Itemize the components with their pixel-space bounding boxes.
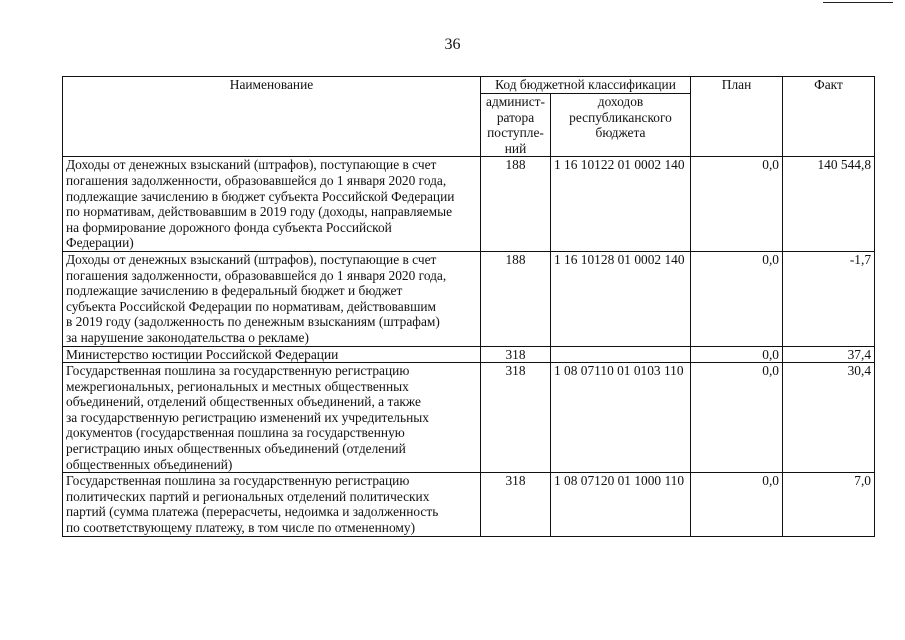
row-name-line: субъекта Российской Федерации по нормативам, действовавшим (66, 298, 437, 314)
admin-header-line: ний (504, 140, 527, 156)
row-admin-code: 318 (481, 346, 551, 363)
table-row (63, 363, 875, 473)
row-name-line: общественных объединений) (66, 456, 233, 472)
admin-header-line: ратора (496, 109, 535, 125)
row-plan-value: 0,0 (691, 473, 783, 536)
row-name-line: Государственная пошлина за государственную регистрацию (66, 473, 410, 489)
row-name-line: Доходы от денежных взысканий (штрафов), поступающие в счет (66, 251, 437, 267)
row-fact-value: 140 544,8 (783, 157, 875, 252)
row-plan-value: 0,0 (691, 346, 783, 363)
table-row (63, 251, 875, 346)
row-name-cell (63, 346, 481, 363)
row-income-code: 1 16 10128 01 0002 140 (551, 251, 691, 346)
row-admin-code: 318 (481, 363, 551, 473)
table-row (63, 473, 875, 536)
row-name-line: Государственная пошлина за государственную регистрацию (66, 363, 410, 379)
admin-header-line: поступле- (487, 125, 544, 141)
page-number: 36 (444, 36, 461, 53)
row-admin-code: 188 (481, 157, 551, 252)
row-plan-value: 0,0 (691, 251, 783, 346)
row-name-line: погашения задолженности, образовавшейся до 1 января 2020 года, (66, 267, 447, 283)
row-name-cell (63, 251, 481, 346)
row-name-line: документов (государственная пошлина за государственную (66, 425, 405, 441)
row-name-line: погашения задолженности, образовавшейся до 1 января 2020 года, (66, 172, 447, 188)
table-row (63, 346, 875, 363)
row-name-line: политических партий и региональных отделений политических (66, 488, 430, 504)
row-name-cell (63, 157, 481, 252)
header-row-1 (63, 77, 875, 94)
row-name-line: на формирование дорожного фонда субъекта Российской (66, 219, 392, 235)
income-header-line: бюджета (595, 125, 646, 141)
corner-line (823, 2, 893, 3)
row-name-line: по соответствующему платежу, в том числе по отмененному) (66, 520, 416, 536)
table-row (63, 157, 875, 252)
row-admin-code: 188 (481, 251, 551, 346)
row-admin-code: 318 (481, 473, 551, 536)
column-header-name: Наименование (63, 77, 481, 157)
row-name-line: в 2019 году (задолженность по денежным взысканиям (штрафам) (66, 314, 440, 330)
admin-header-line: админист- (486, 94, 545, 109)
income-header-line: доходов (597, 94, 644, 109)
column-header-plan: План (691, 77, 783, 157)
row-plan-value: 0,0 (691, 363, 783, 473)
row-name-line: объединений, отделений общественных объединений, а также (66, 394, 421, 410)
row-income-code: 1 08 07110 01 0103 110 (551, 363, 691, 473)
row-fact-value: 30,4 (783, 363, 875, 473)
row-income-code: 1 16 10122 01 0002 140 (551, 157, 691, 252)
column-header-admin (481, 94, 551, 157)
row-name-line: партий (сумма платежа (перерасчеты, недоимка и задолженность (66, 504, 439, 520)
row-income-code (551, 346, 691, 363)
row-plan-value: 0,0 (691, 157, 783, 252)
row-income-code: 1 08 07120 01 1000 110 (551, 473, 691, 536)
row-name-line: подлежащие зачислению в бюджет субъекта Российской Федерации (66, 188, 455, 204)
budget-table (62, 76, 875, 537)
row-name-line: по нормативам, действовавшим в 2019 году (доходы, направляемые (66, 204, 453, 220)
row-name-line: регистрацию иных общественных объединений (отделений (66, 441, 406, 457)
income-header-line: республиканского (569, 109, 672, 125)
row-name-line: Федерации) (66, 235, 134, 251)
column-header-kbk: Код бюджетной классификации (481, 77, 691, 94)
row-name-line: за государственную регистрацию изменений их учредительных (66, 409, 429, 425)
row-name-line: за нарушение законодательства о рекламе) (66, 329, 309, 345)
row-name-line: межрегиональных, региональных и местных общественных (66, 378, 409, 394)
row-name-line: подлежащие зачислению в федеральный бюджет и бюджет (66, 283, 403, 299)
row-fact-value: 37,4 (783, 346, 875, 363)
row-name-cell (63, 473, 481, 536)
row-fact-value: -1,7 (783, 251, 875, 346)
row-name-line: Министерство юстиции Российской Федерации (66, 346, 339, 362)
column-header-income (551, 94, 691, 157)
row-name-cell (63, 363, 481, 473)
column-header-fact: Факт (783, 77, 875, 157)
row-fact-value: 7,0 (783, 473, 875, 536)
row-name-line: Доходы от денежных взысканий (штрафов), поступающие в счет (66, 157, 437, 173)
